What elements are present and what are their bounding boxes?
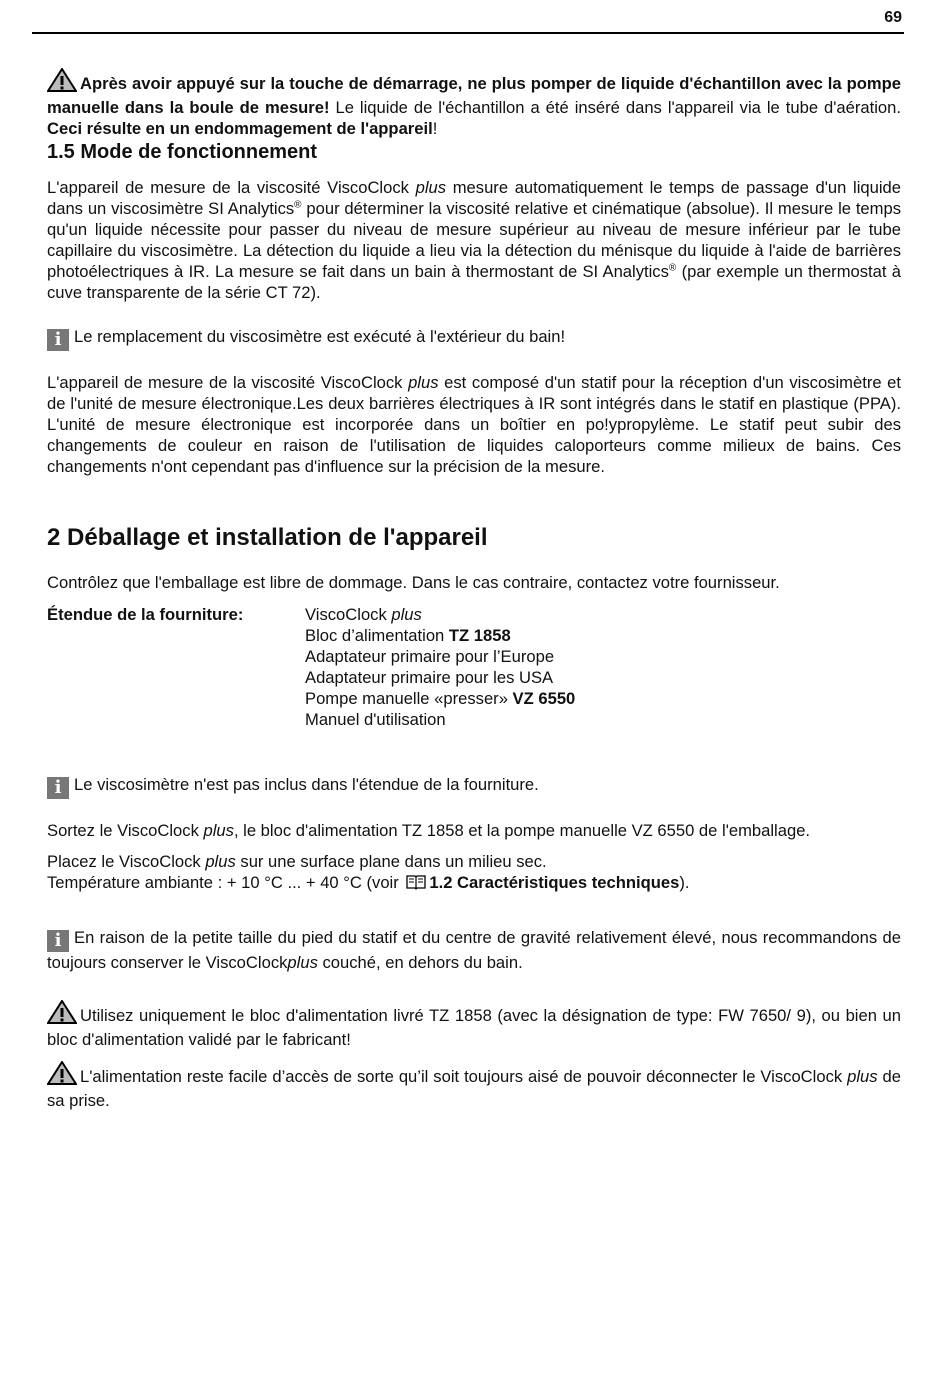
warning-paragraph-1: Après avoir appuyé sur la touche de démarrage, ne plus pomper de liquide d'échantillon avec la pompe manuelle dans la boule de mesure! Le liquide de l'échantillon a été inséré dans l'appareil via le tube d'aération. Ceci résulte en un endommagement de l'appareil! (47, 68, 901, 139)
warning-icon (47, 1061, 77, 1090)
list-item: Adaptateur primaire pour les USA (305, 668, 554, 687)
list-item: Adaptateur primaire pour l’Europe (305, 647, 555, 666)
list-item: ViscoClock plus (305, 605, 422, 624)
warning-paragraph-3: L'alimentation reste facile d’accès de sorte qu’il soit toujours aisé de pouvoir déconnecter le ViscoClock plus de sa prise. (47, 1061, 901, 1111)
info-icon: i (47, 329, 69, 351)
section-1-5-paragraph-1: L'appareil de mesure de la viscosité ViscoClock plus mesure automatiquement le temps de passage d'un liquide dans un viscosimètre SI Analytics® pour déterminer la viscosité relative et cinématique (absolue). Il mesure le temps qu'un liquide nécessite pour passer du niveau de mesure supérieur au niveau de mesure inférieur par le tube capillaire du viscosimètre. La détection du liquide a lieu via la détection du ménisque du liquide à l'aide de barrières photoélectriques à IR. La mesure se fait dans un bain à thermostant de SI Analytics® (par exemple un thermostat à cuve transparente de la série CT 72). (47, 178, 902, 302)
info-note-2: i Le viscosimètre n'est pas inclus dans l'étendue de la fourniture. (47, 774, 901, 799)
supply-block (47, 604, 901, 734)
section-1-5-paragraph-2: L'appareil de mesure de la viscosité ViscoClock plus est composé d'un statif pour la réception d'un viscosimètre et de l'unité de mesure électronique.Les deux barrières électriques à IR sont intégrés dans le statif en plastique (PPA). L'unité de mesure électronique est incorporée dans un boîtier en po!ypropylème. Le statif peut subir des changements de couleur en raison de l'utilisation de liquides caloporteurs comme milieux de bains. Ces changements n'ont cependant pas d'influence sur la précision de la mesure. (47, 373, 901, 476)
section-2-title: 2 Déballage et installation de l'appareil (47, 524, 488, 551)
section-2-paragraph-3: Placez le ViscoClock plus sur une surface plane dans un milieu sec. Température ambiante : + 10 °C ... + 40 °C (voir 1.2 Caractéristiques techniques). (47, 851, 901, 895)
warning-paragraph-2: Utilisez uniquement le bloc d'alimentation livré TZ 1858 (avec la désignation de type: FW 7650/ 9), ou bien un bloc d'alimentation validé par le fabricant! (47, 1000, 901, 1050)
warning-icon (47, 68, 77, 97)
section-1-5-title: 1.5 Mode de fonctionnement (47, 141, 318, 163)
list-item: Bloc d’alimentation TZ 1858 (305, 626, 511, 645)
section-2-paragraph-1: Contrôlez que l'emballage est libre de dommage. Dans le cas contraire, contactez votre fournisseur. (47, 573, 780, 592)
supply-list (305, 604, 575, 730)
info-note-3: i En raison de la petite taille du pied du statif et du centre de gravité relativement élevé, nous recommandons de toujours conserver le ViscoClockplus couché, en dehors du bain. (47, 928, 901, 972)
info-icon: i (47, 777, 69, 799)
supply-label: Étendue de la fourniture: (47, 605, 244, 624)
page-number: 69 (884, 9, 902, 26)
book-icon (406, 874, 426, 895)
list-item: Manuel d'utilisation (305, 710, 446, 729)
list-item: Pompe manuelle «presser» VZ 6550 (305, 689, 576, 708)
info-icon: i (47, 930, 69, 952)
info-note-1: i Le remplacement du viscosimètre est exécuté à l'extérieur du bain! (47, 326, 901, 351)
header-rule (32, 32, 904, 34)
section-2-paragraph-2: Sortez le ViscoClock plus, le bloc d'alimentation TZ 1858 et la pompe manuelle VZ 6550 de l'emballage. (47, 821, 811, 840)
warning-icon (47, 1000, 77, 1029)
